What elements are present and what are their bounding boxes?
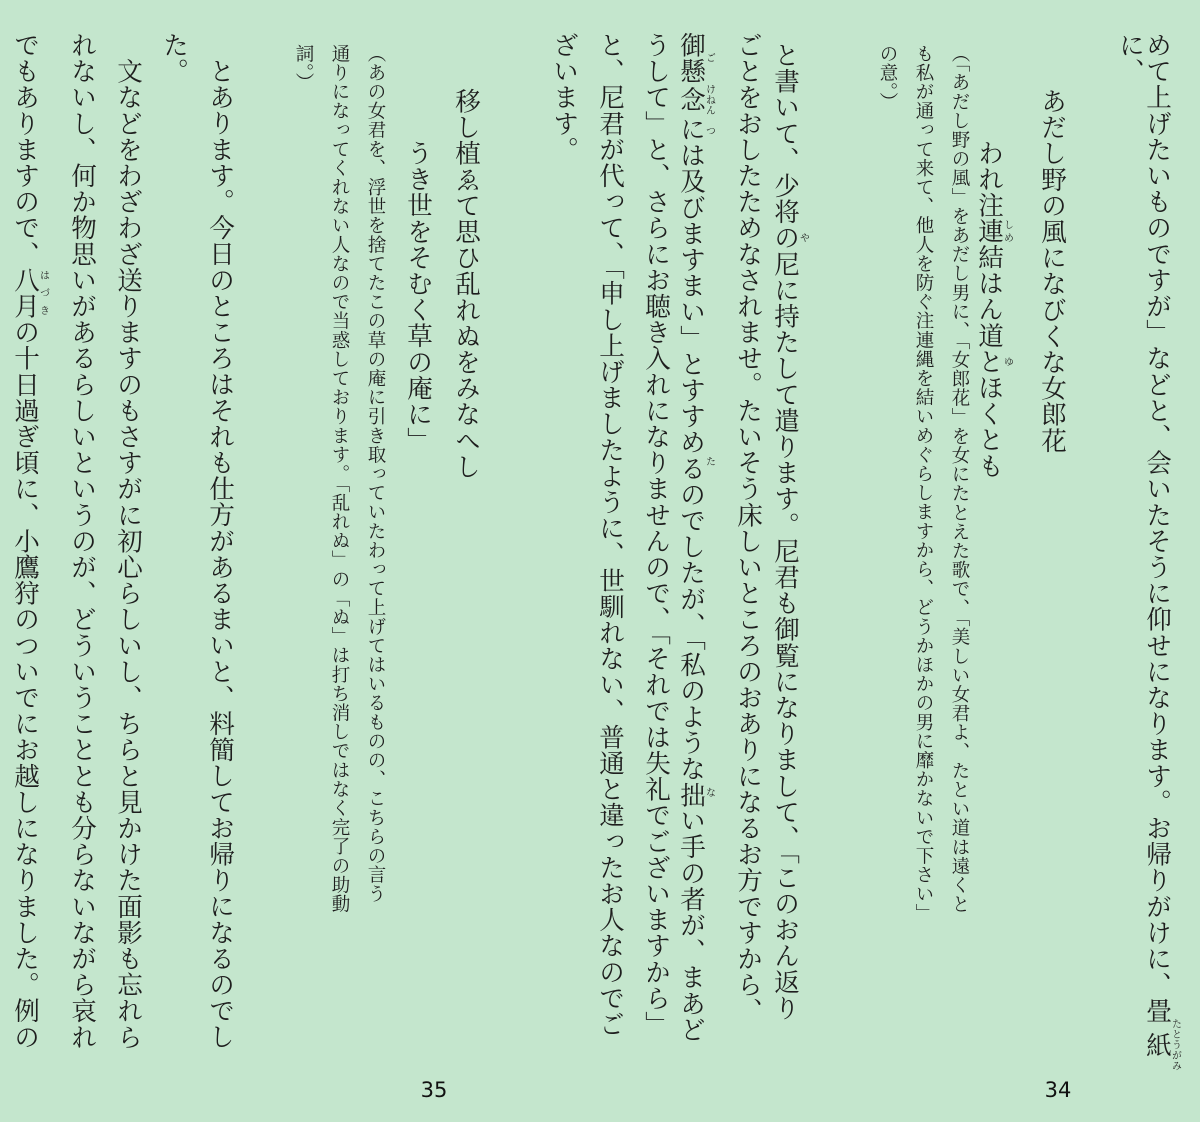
- poem-line: 移し植ゑて思ひ乱れぬをみなへし: [451, 88, 481, 480]
- text-line: と書いて、少将の尼に持たして遣やります。尼君も御覧になりまして、「このおん返り: [770, 42, 809, 1021]
- text-line: れないし、何か物思いがあるらしいというのが、どういうこととも分らないながら哀れ: [67, 32, 97, 1050]
- annotation-note: （「あだし野の風」をあだし男に、「女郎花」を女にたとえた歌で、「美しい女君よ、たとい道は遠くと: [949, 44, 970, 914]
- ruby-word: 紙たとうがみ: [1142, 1018, 1181, 1072]
- text-line: ざいます。: [549, 32, 579, 163]
- annotation-note: （あの女君を、浮世を捨てたこの草の庵に引き取っていたわって上げてはいるものの、こちらの言う: [365, 44, 386, 904]
- text-line: [1143, 32, 1180, 1071]
- annotation-note: 通りになってくれない人なので当惑しております。「乱れぬ」の「ぬ」は打ち消しではなく完了の助動: [329, 44, 350, 914]
- text-line: に、: [1115, 32, 1145, 85]
- poem-line: われ注連しめ結はん道とほくともゆ: [974, 140, 1013, 480]
- poem-line: あだし野の風になびくな女郎花: [1037, 88, 1067, 454]
- poem-line: うき世をそむく草の庵に」: [403, 140, 433, 454]
- page-number: 35: [420, 1078, 448, 1102]
- annotation-note: 詞。）: [293, 44, 314, 93]
- text-line: 文などをわざわざ送りますのもさすがに初心らしいし、ちらと見かけた面影も忘れら: [113, 32, 143, 1050]
- text-segment: めて上げたいものですが」などと、会いたそうに仰せになります。お帰りがけに、畳: [1142, 32, 1172, 1024]
- text-line: と、尼君が代って、「申し上げましたように、世馴れない、普通と違ったお人なのでご: [595, 32, 625, 1038]
- text-line: ごとをおしたためなされませ。たいそう床しいところのおありになるお方ですから、: [733, 32, 763, 1024]
- text-line: た。: [159, 32, 189, 85]
- annotation-note: の意。）: [877, 44, 898, 112]
- annotation-note: も私が通って来て、他人を防ぐ注連縄を結いめぐらしますから、どうかほかの男に靡かないで下さい」: [913, 44, 934, 923]
- text-line: とあります。今日のところはそれも仕方があるまいと、料簡してお帰りになるのでし: [205, 58, 235, 1050]
- text-line: うして」と、さらにお聴き入れになりませんので、「それでは失礼でございますから」: [641, 32, 671, 1038]
- text-line: 御懸ご念けねんには及びますまい」とすすめるのでしたが、「私のような拙つたない手の者が、まあど: [676, 32, 715, 1043]
- text-line: でもありますので、八月はづきの十日過ぎ頃に、小鷹狩のついでにお越しになりました。例の: [10, 32, 49, 1050]
- page-number: 34: [1044, 1078, 1072, 1102]
